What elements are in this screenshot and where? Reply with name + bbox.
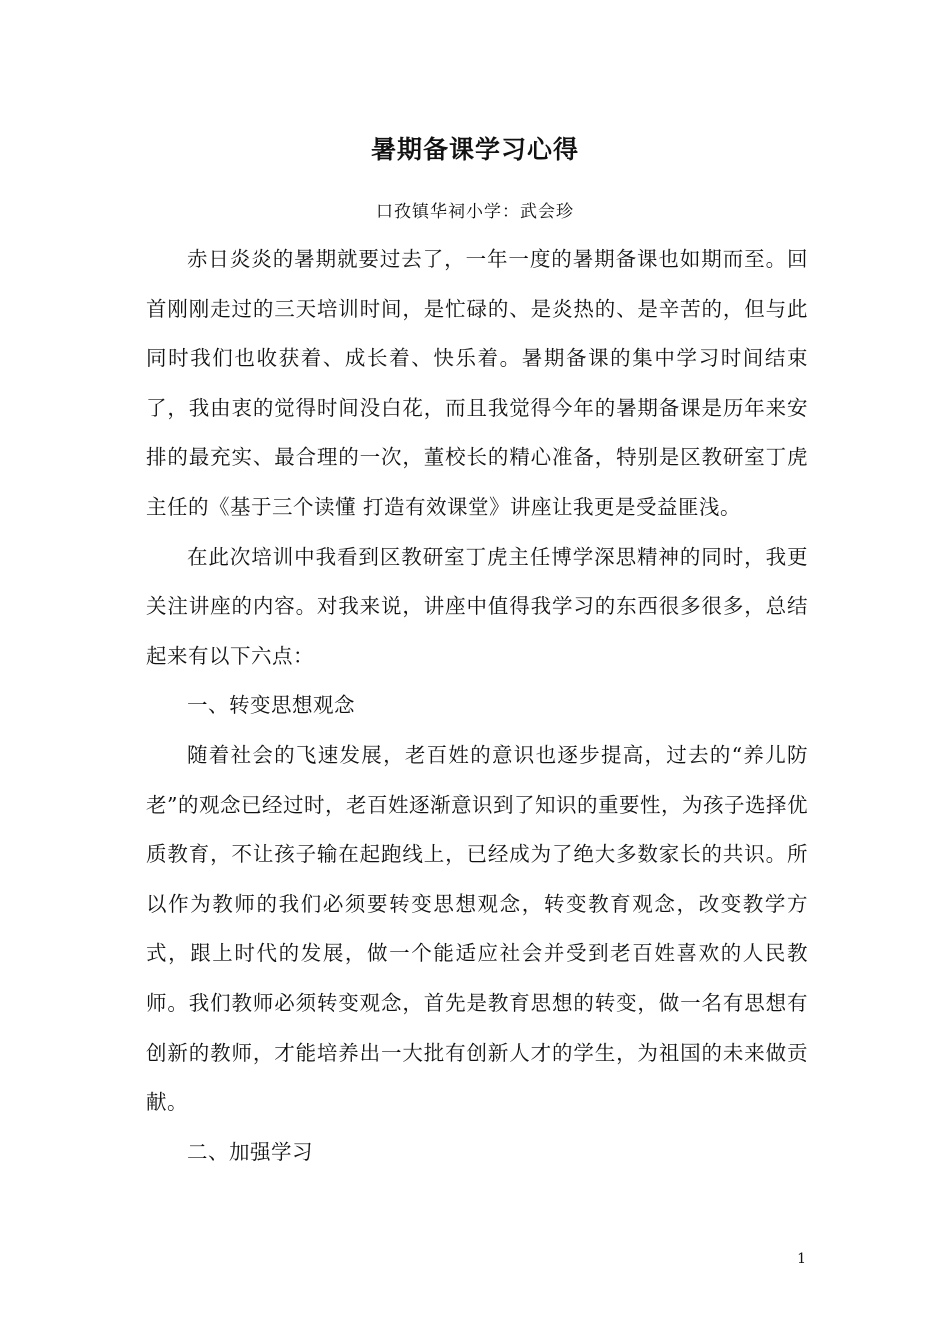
paragraph-intro: 赤日炎炎的暑期就要过去了，一年一度的暑期备课也如期而至。回首刚刚走过的三天培训时间，是忙碌的、是炎热的、是辛苦的，但与此同时我们也收获着、成长着、快乐着。暑期备课的集中学习时间结束了，我由衷的觉得时间没白花，而且我觉得今年的暑期备课是历年来安排的最充实、最合理的一次，董校长的精心准备，特别是区教研室丁虎主任的《基于三个读懂 打造有效课堂》讲座让我更是受益匪浅。 xyxy=(146,247,808,519)
paragraph-section-1: 随着社会的飞速发展，老百姓的意识也逐步提高，过去的“养儿防老”的观念已经过时，老百姓逐渐意识到了知识的重要性，为孩子选择优质教育，不让孩子输在起跑线上，已经成为了绝大多数家长的共识。所以作为教师的我们必须要转变思想观念，转变教育观念，改变教学方式，跟上时代的发展，做一个能适应社会并受到老百姓喜欢的人民教师。我们教师必须转变观念，首先是教育思想的转变，做一名有思想有创新的教师，才能培养出一大批有创新人才的学生，为祖国的未来做贡献。 xyxy=(146,742,808,1115)
section-heading-2: 二、加强学习 xyxy=(187,1139,313,1164)
document-body xyxy=(146,235,808,1177)
document-title: 暑期备课学习心得 xyxy=(370,135,579,164)
page-number: 1 xyxy=(797,1251,806,1267)
section-heading-1: 一、转变思想观念 xyxy=(187,693,355,718)
paragraph-overview: 在此次培训中我看到区教研室丁虎主任博学深思精神的同时，我更关注讲座的内容。对我来说，讲座中值得我学习的东西很多很多，总结起来有以下六点： xyxy=(146,544,808,668)
author-line: 口孜镇华祠小学：武会珍 xyxy=(376,202,574,222)
